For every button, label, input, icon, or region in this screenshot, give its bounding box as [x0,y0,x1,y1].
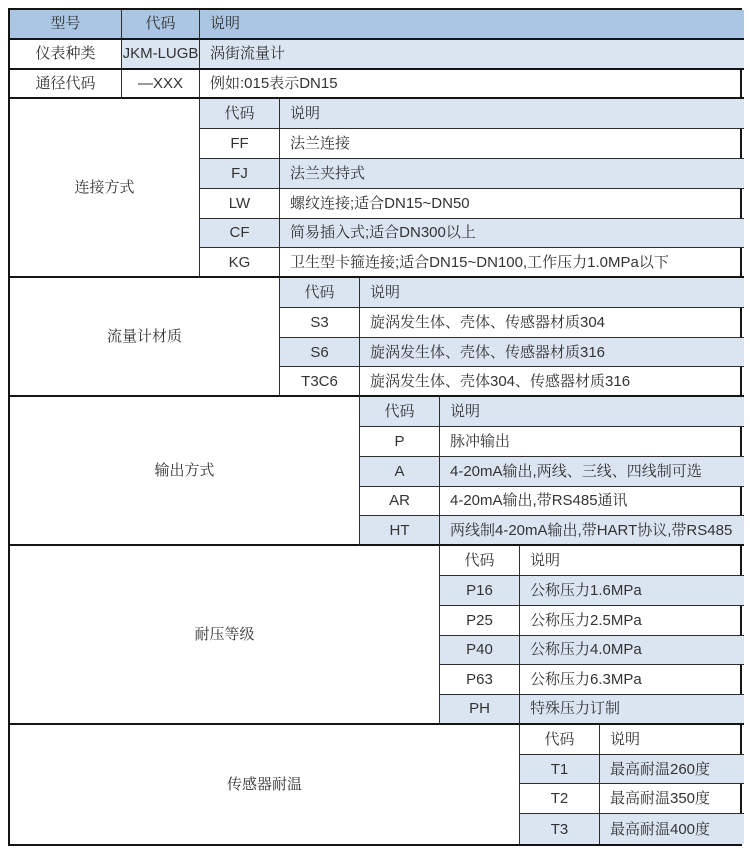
section-output-mode-desc-header: 说明 [440,397,744,427]
section-sensor-temperature-item-T3-desc: 最高耐温400度 [600,814,744,844]
section-connection-type-item-LW-code: LW [200,189,280,219]
section-pressure-rating-item-P25-desc: 公称压力2.5MPa [520,606,744,636]
section-connection-type-item-FF-code: FF [200,129,280,159]
section-sensor-temperature-desc-header: 说明 [600,725,744,755]
section-sensor-temperature-item-T2-desc: 最高耐温350度 [600,784,744,814]
row-diameter-code-code: —XXX [122,70,200,100]
section-sensor-temperature-item-T1-desc: 最高耐温260度 [600,755,744,785]
section-output-mode-item-P-desc: 脉冲输出 [440,427,744,457]
section-pressure-rating-item-P63-code: P63 [440,665,520,695]
flowmeter-selection-table [8,8,742,846]
section-output-mode-code-header: 代码 [360,397,440,427]
section-pressure-rating-item-P16-code: P16 [440,576,520,606]
section-pressure-rating-desc-header: 说明 [520,546,744,576]
section-output-mode-item-AR-desc: 4-20mA输出,带RS485通讯 [440,487,744,517]
section-pressure-rating-item-P40-code: P40 [440,636,520,666]
section-sensor-temperature-code-header: 代码 [520,725,600,755]
row-instrument-type-label: 仪表种类 [10,40,122,70]
section-flowmeter-material-label: 流量计材质 [10,278,280,397]
row-instrument-type-code: JKM-LUGB [122,40,200,70]
section-sensor-temperature-label: 传感器耐温 [10,725,520,844]
section-pressure-rating-item-P25-code: P25 [440,606,520,636]
section-flowmeter-material-item-S3-desc: 旋涡发生体、壳体、传感器材质304 [360,308,744,338]
section-flowmeter-material-item-T3C6-desc: 旋涡发生体、壳体304、传感器材质316 [360,367,744,397]
section-flowmeter-material-desc-header: 说明 [360,278,744,308]
section-pressure-rating-item-P40-desc: 公称压力4.0MPa [520,636,744,666]
section-connection-type-item-FF-desc: 法兰连接 [280,129,744,159]
section-output-mode-item-AR-code: AR [360,487,440,517]
section-output-mode-item-A-code: A [360,457,440,487]
section-connection-type-item-FJ-desc: 法兰夹持式 [280,159,744,189]
section-pressure-rating-item-PH-code: PH [440,695,520,725]
section-connection-type-desc-header: 说明 [280,99,744,129]
section-sensor-temperature-item-T2-code: T2 [520,784,600,814]
row-instrument-type-desc: 涡街流量计 [200,40,744,70]
column-header-model: 型号 [10,10,122,40]
section-connection-type-item-KG-code: KG [200,248,280,278]
section-output-mode-label: 输出方式 [10,397,360,546]
section-sensor-temperature-item-T3-code: T3 [520,814,600,844]
section-output-mode-item-A-desc: 4-20mA输出,两线、三线、四线制可选 [440,457,744,487]
section-pressure-rating-label: 耐压等级 [10,546,440,725]
section-flowmeter-material-item-S6-code: S6 [280,338,360,368]
section-sensor-temperature-item-T1-code: T1 [520,755,600,785]
section-connection-type-item-CF-code: CF [200,219,280,249]
section-connection-type-label: 连接方式 [10,99,200,278]
section-pressure-rating-code-header: 代码 [440,546,520,576]
section-connection-type-item-FJ-code: FJ [200,159,280,189]
section-pressure-rating-item-PH-desc: 特殊压力订制 [520,695,744,725]
section-connection-type-item-LW-desc: 螺纹连接;适合DN15~DN50 [280,189,744,219]
section-output-mode-item-P-code: P [360,427,440,457]
section-connection-type-item-CF-desc: 简易插入式;适合DN300以上 [280,219,744,249]
section-flowmeter-material-item-S6-desc: 旋涡发生体、壳体、传感器材质316 [360,338,744,368]
row-diameter-code-label: 通径代码 [10,70,122,100]
section-connection-type-item-KG-desc: 卫生型卡箍连接;适合DN15~DN100,工作压力1.0MPa以下 [280,248,744,278]
section-flowmeter-material-item-S3-code: S3 [280,308,360,338]
section-pressure-rating-item-P16-desc: 公称压力1.6MPa [520,576,744,606]
section-output-mode-item-HT-desc: 两线制4-20mA输出,带HART协议,带RS485 [440,516,744,546]
section-flowmeter-material-code-header: 代码 [280,278,360,308]
section-connection-type-code-header: 代码 [200,99,280,129]
row-diameter-code-desc: 例如:015表示DN15 [200,70,744,100]
section-output-mode-item-HT-code: HT [360,516,440,546]
column-header-code: 代码 [122,10,200,40]
column-header-desc: 说明 [200,10,744,40]
section-pressure-rating-item-P63-desc: 公称压力6.3MPa [520,665,744,695]
section-flowmeter-material-item-T3C6-code: T3C6 [280,367,360,397]
